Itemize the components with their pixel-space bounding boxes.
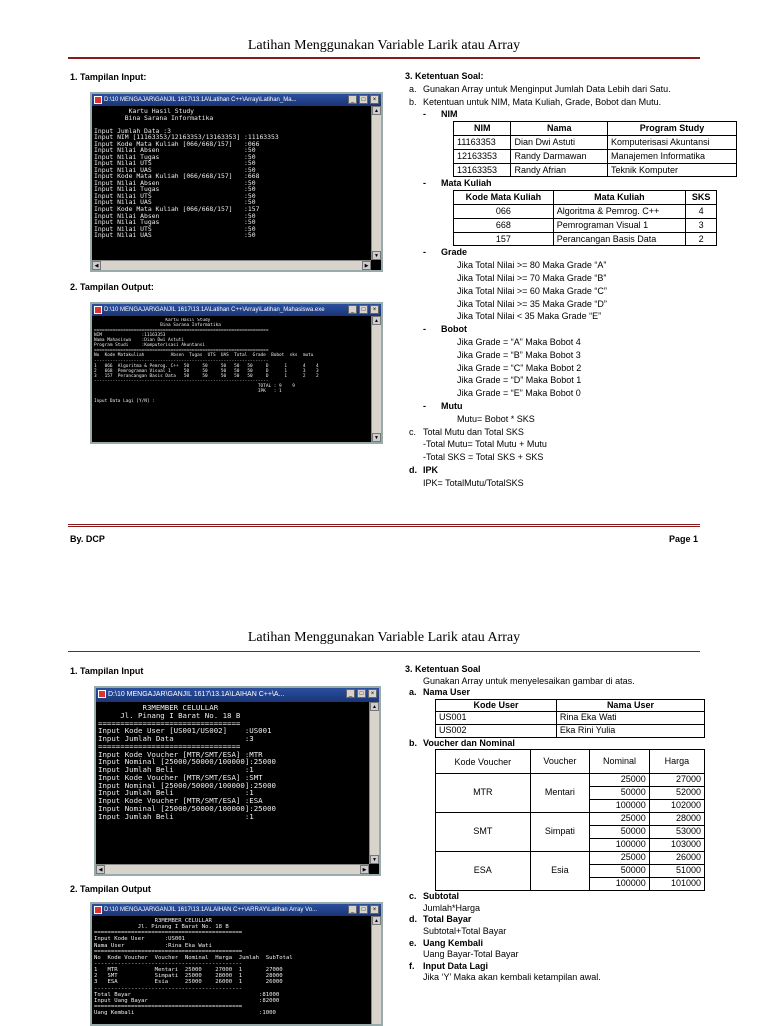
minimize-button[interactable]: _	[348, 905, 357, 914]
table-cell: 26000	[649, 852, 704, 865]
table-cell: 102000	[649, 800, 704, 813]
section-tampilan-output: 2. Tampilan Output	[70, 884, 151, 894]
column-header: Nama	[511, 122, 608, 136]
window-title: D:\10 MENGAJAR\GANJIL 1617\13.1A\LAIHAN C++\A...	[108, 691, 285, 698]
table-cell: 103000	[649, 839, 704, 852]
item-c-text: Total Mutu dan Total SKS	[423, 426, 524, 437]
bobot-line: Jika Grade = “D” Maka Bobot 1	[457, 375, 582, 386]
table-cell: 157	[454, 232, 554, 246]
table-cell: 25000	[590, 852, 650, 865]
table-row	[436, 813, 705, 826]
table-row	[436, 774, 705, 787]
item-f-line: Jika ‘Y’ Maka akan kembali ketampilan awal.	[423, 972, 601, 983]
ketentuan-soal	[405, 664, 705, 984]
grade-line: Jika Total Nilai < 35 Maka Grade “E”	[457, 311, 602, 322]
grade-line: Jika Total Nilai >= 70 Maka Grade “B”	[457, 272, 607, 283]
item-b: b. Ketentuan untuk NIM, Mata Kuliah, Grade, Bobot dan Mutu.	[405, 96, 701, 109]
table-cell: Komputerisasi Akuntansi	[608, 135, 737, 149]
table-cell: Dian Dwi Astuti	[511, 135, 608, 149]
scroll-down-icon[interactable]: ▼	[370, 855, 379, 864]
scroll-right-icon[interactable]: ▶	[362, 261, 371, 270]
table-cell: Randy Afrian	[511, 163, 608, 177]
mutu-heading: - Mutu	[423, 400, 463, 411]
table-cell: 101000	[649, 878, 704, 891]
table-cell: ESA	[436, 852, 531, 891]
table-cell: Esia	[530, 852, 590, 891]
table-cell: 27000	[649, 774, 704, 787]
bobot-line: Jika Grade = “C” Maka Bobot 2	[457, 362, 582, 373]
table-row	[454, 232, 717, 246]
table-cell: 50000	[590, 787, 650, 800]
table-cell: 100000	[590, 878, 650, 891]
table-cell: Manajemen Informatika	[608, 149, 737, 163]
table-cell: 25000	[590, 774, 650, 787]
scroll-down-icon[interactable]: ▼	[372, 433, 381, 442]
minimize-button[interactable]: _	[348, 95, 357, 104]
app-icon	[94, 306, 102, 314]
vertical-scrollbar[interactable]	[369, 702, 379, 864]
column-header: Kode Voucher	[436, 750, 531, 774]
window-titlebar[interactable]	[92, 94, 381, 106]
item-a: a. Nama User	[409, 687, 471, 698]
item-f: f. Input Data Lagi	[409, 960, 488, 971]
table-header-row	[436, 750, 705, 774]
section-tampilan-input: 1. Tampilan Input:	[70, 72, 147, 82]
console-window-input[interactable]	[90, 92, 383, 272]
mutu-line: Mutu= Bobot * SKS	[457, 413, 535, 424]
item-b-text: Voucher dan Nominal	[423, 737, 515, 748]
item-d: d. IPK	[409, 464, 439, 475]
item-b-text: Ketentuan untuk NIM, Mata Kuliah, Grade, Bobot dan Mutu.	[423, 96, 662, 107]
minimize-button[interactable]: _	[348, 305, 357, 314]
bobot-line: Jika Grade = “E” Maka Bobot 0	[457, 388, 581, 399]
window-title: D:\10 MENGAJAR\GANJIL 1617\13.1A\LAIHAN C++\ARRAY\Latihan Array Vo...	[104, 907, 318, 913]
table-cell: Teknik Komputer	[608, 163, 737, 177]
table-cell: 12163353	[454, 149, 511, 163]
table-row	[454, 135, 737, 149]
close-button[interactable]: ×	[370, 95, 379, 104]
table-cell: US001	[436, 712, 557, 725]
mata-kuliah-table	[453, 190, 717, 246]
vertical-scrollbar[interactable]	[371, 316, 381, 442]
table-cell: 28000	[649, 813, 704, 826]
item-d: d. Total Bayar	[409, 914, 472, 925]
scroll-left-icon[interactable]: ◀	[96, 865, 105, 874]
footer-author: By. DCP	[70, 534, 105, 544]
horizontal-scrollbar[interactable]	[92, 260, 371, 270]
table-cell: Eka Rini Yulia	[556, 724, 704, 737]
console-text: Kartu Hasil Study Bina Sarana Informatika Input Jumlah Data :3 Input NIM [11163353/12163353/13163353] :11163353 Input Kode Mata Kuliah [066/668/157] :066 Input Nilai Absen :50 Input Nilai Tugas :50 Input Nilai UTS :50 Input Nilai UAS :50 Input Kode Mata Kuliah [066/668/157] :668 Input Nilai Absen :50 Input Nilai Tugas :50 Input Nilai UTS :50 Input Nilai UAS :50 Input Kode Mata Kuliah [066/668/157] :157 Input Nilai Absen :50 Input Nilai Tugas :50 Input Nilai UTS :50 Input Nilai UAS :50	[94, 108, 279, 239]
column-header: Program Study	[608, 122, 737, 136]
console-window-output[interactable]	[90, 302, 383, 444]
item-a-text: Gunakan Array untuk Menginput Jumlah Data Lebih dari Satu.	[423, 83, 671, 94]
table-cell: Pemrograman Visual 1	[553, 218, 685, 232]
intro-text: Gunakan Array untuk menyelesaikan gambar di atas.	[423, 675, 635, 686]
table-cell: Simpati	[530, 813, 590, 852]
table-row	[436, 852, 705, 865]
horizontal-scrollbar[interactable]	[96, 864, 369, 874]
table-row	[436, 724, 705, 737]
scroll-up-icon[interactable]: ▲	[372, 916, 381, 925]
column-header: SKS	[686, 191, 717, 205]
table-cell: 3	[686, 218, 717, 232]
grade-line: Jika Total Nilai >= 80 Maka Grade “A”	[457, 260, 607, 271]
maximize-button[interactable]: □	[357, 689, 366, 698]
console-window-output[interactable]	[90, 902, 383, 1026]
vertical-scrollbar[interactable]	[371, 916, 381, 1024]
window-titlebar[interactable]	[92, 904, 381, 916]
column-header: NIM	[454, 122, 511, 136]
footer-page-number: Page 1	[668, 534, 698, 544]
bobot-line: Jika Grade = “A” Maka Bobot 4	[457, 336, 581, 347]
window-title: D:\10 MENGAJAR\GANJIL 1617\13.1A\Latihan C++\Array\Latihan_Ma...	[104, 97, 297, 103]
table-header-row	[454, 122, 737, 136]
table-cell: 11163353	[454, 135, 511, 149]
table-row	[454, 163, 737, 177]
item-e: e. Uang Kembali	[409, 937, 484, 948]
item-e-line: Uang Bayar-Total Bayar	[423, 949, 519, 960]
table-cell: Algoritma & Pemrog. C++	[553, 204, 685, 218]
table-cell: 4	[686, 204, 717, 218]
table-cell: US002	[436, 724, 557, 737]
table-row	[436, 712, 705, 725]
header-rule	[68, 57, 700, 59]
ketentuan-soal	[405, 70, 711, 490]
header-rule	[68, 651, 700, 652]
mata-kuliah-heading: - Mata Kuliah	[423, 178, 492, 189]
item-c-line: -Total SKS = Total SKS + SKS	[423, 452, 544, 463]
table-cell: 668	[454, 218, 554, 232]
table-cell: 100000	[590, 800, 650, 813]
minimize-button[interactable]: _	[346, 689, 355, 698]
item-a: a. Gunakan Array untuk Menginput Jumlah Data Lebih dari Satu.	[405, 83, 701, 96]
item-d-line: Subtotal+Total Bayar	[423, 925, 507, 936]
table-cell: 52000	[649, 787, 704, 800]
window-titlebar[interactable]	[96, 688, 379, 702]
page-title: Latihan Menggunakan Variable Larik atau Array	[247, 630, 521, 645]
nim-heading: - NIM	[423, 109, 458, 120]
section-tampilan-input: 1. Tampilan Input	[70, 666, 144, 676]
grade-line: Jika Total Nilai >= 60 Maka Grade “C”	[457, 285, 607, 296]
column-header: Kode User	[436, 699, 557, 712]
scroll-right-icon[interactable]: ▶	[360, 865, 369, 874]
column-header: Nominal	[590, 750, 650, 774]
table-cell: Rina Eka Wati	[556, 712, 704, 725]
console-window-input[interactable]	[94, 686, 381, 876]
table-cell: MTR	[436, 774, 531, 813]
column-header: Voucher	[530, 750, 590, 774]
table-cell: 50000	[590, 865, 650, 878]
column-header: Kode Mata Kuliah	[454, 191, 554, 205]
page-title: Latihan Menggunakan Variable Larik atau Array	[247, 38, 521, 53]
window-titlebar[interactable]	[92, 304, 381, 316]
section-tampilan-output: 2. Tampilan Output:	[70, 282, 154, 292]
vertical-scrollbar[interactable]	[371, 106, 381, 260]
scroll-up-icon[interactable]: ▲	[370, 702, 379, 711]
table-cell: Mentari	[530, 774, 590, 813]
item-c-line: Jumlah*Harga	[423, 902, 481, 913]
page-2	[0, 600, 768, 1024]
app-icon	[98, 690, 106, 698]
table-cell: 100000	[590, 839, 650, 852]
table-cell: SMT	[436, 813, 531, 852]
table-cell: 53000	[649, 826, 704, 839]
table-header-row	[436, 699, 705, 712]
console-text: R3MEMBER CELULLAR Jl. Pinang I Barat No. 18 B ================================ Input Kode User [US001/US002] :US001 Input Jumlah Data :3 ================================ Input Kode Voucher [MTR/SMT/ESA] :MTR Input Nominal [25000/50000/100000]:25000 Input Jumlah Beli :1 Input Kode Voucher [MTR/SMT/ESA] :SMT Input Nominal [25000/50000/100000]:25000 Input Jumlah Beli :1 Input Kode Voucher [MTR/SMT/ESA] :ESA Input Nominal [25000/50000/100000]:25000 Input Jumlah Beli :1	[98, 704, 276, 821]
item-c-line: -Total Mutu= Total Mutu + Mutu	[423, 439, 547, 450]
table-cell: Perancangan Basis Data	[553, 232, 685, 246]
nim-table	[453, 121, 737, 177]
app-icon	[94, 906, 102, 914]
column-header: Nama User	[556, 699, 704, 712]
section-ketentuan: 3. Ketentuan Soal:	[405, 71, 484, 81]
app-icon	[94, 96, 102, 104]
voucher-table	[435, 749, 705, 891]
maximize-button[interactable]: □	[359, 905, 368, 914]
table-cell: 2	[686, 232, 717, 246]
item-c: c. Total Mutu dan Total SKS	[409, 426, 524, 437]
item-d-line: IPK= TotalMutu/TotalSKS	[423, 477, 524, 488]
grade-heading: - Grade	[423, 247, 468, 258]
table-row	[454, 149, 737, 163]
close-button[interactable]: ×	[368, 689, 377, 698]
section-ketentuan: 3. Ketentuan Soal	[405, 664, 481, 674]
column-header: Mata Kuliah	[553, 191, 685, 205]
table-cell: 13163353	[454, 163, 511, 177]
bobot-line: Jika Grade = “B” Maka Bobot 3	[457, 349, 581, 360]
table-cell: Randy Darmawan	[511, 149, 608, 163]
footer-rule	[68, 524, 700, 527]
table-cell: 25000	[590, 813, 650, 826]
console-text: R3MEMBER CELULLAR Jl. Pinang I Barat No. 18 B ============================================ Input Kode User :US001 Nama User :Rina Eka Wati ============================================ No Kode Voucher Voucher Nominal Harga Jumlah SubTotal -------------------------------------------- 1 MTR Mentari 25000 27000 1 27000 2 SMT Simpati 25000 28000 1 28000 3 ESA Esia 25000 26000 1 26000 -------------------------------------------- Total Bayar :81000 Input Uang Bayar :82000 ============================================ Uang Kembali :1000	[94, 918, 293, 1017]
item-c: c. Subtotal	[409, 891, 459, 902]
table-cell: 50000	[590, 826, 650, 839]
close-button[interactable]: ×	[370, 305, 379, 314]
window-title: D:\10 MENGAJAR\GANJIL 1617\13.1A\Latihan C++\Array\Latihan_Mahasiswa.exe	[104, 307, 325, 313]
scroll-left-icon[interactable]: ◀	[92, 261, 101, 270]
item-a-text: Nama User	[423, 687, 471, 698]
scroll-down-icon[interactable]: ▼	[372, 251, 381, 260]
bobot-heading: - Bobot	[423, 324, 467, 335]
maximize-button[interactable]: □	[359, 95, 368, 104]
user-table	[435, 699, 705, 738]
table-header-row	[454, 191, 717, 205]
maximize-button[interactable]: □	[359, 305, 368, 314]
column-header: Harga	[649, 750, 704, 774]
table-cell: 51000	[649, 865, 704, 878]
scroll-up-icon[interactable]: ▲	[372, 316, 381, 325]
item-b: b. Voucher dan Nominal	[409, 737, 515, 748]
table-row	[454, 204, 717, 218]
close-button[interactable]: ×	[370, 905, 379, 914]
grade-line: Jika Total Nilai >= 35 Maka Grade “D”	[457, 298, 607, 309]
console-text: Kartu Hasil Study Bina Sarana Informatika ================================================================== NIM :11163353 Nama Mahasiswa :Dian Dwi Astuti Program Studi :Komputerisasi Akuntansi ================================================================== No Kode Matakuliah Absen Tugas UTS UAS Total Grade Bobot sks mutu ------------------------------------------------------------------ 1 066 Algoritma & Pemrog. C++ 50 50 50 50 50 D 1 4 4 2 668 Pemrograman Visual 1 50 50 50 50 50 D 1 3 3 3 157 Perancangan Basis Data 50 50 50 50 50 D 1 2 2 ------------------------------------------------------------------ TOTAL : 9 9 IPK : 1 Input Data Lagi [Y/N] :	[94, 318, 319, 404]
table-row	[454, 218, 717, 232]
table-cell: 066	[454, 204, 554, 218]
scroll-up-icon[interactable]: ▲	[372, 106, 381, 115]
item-d-text: IPK	[423, 464, 439, 475]
